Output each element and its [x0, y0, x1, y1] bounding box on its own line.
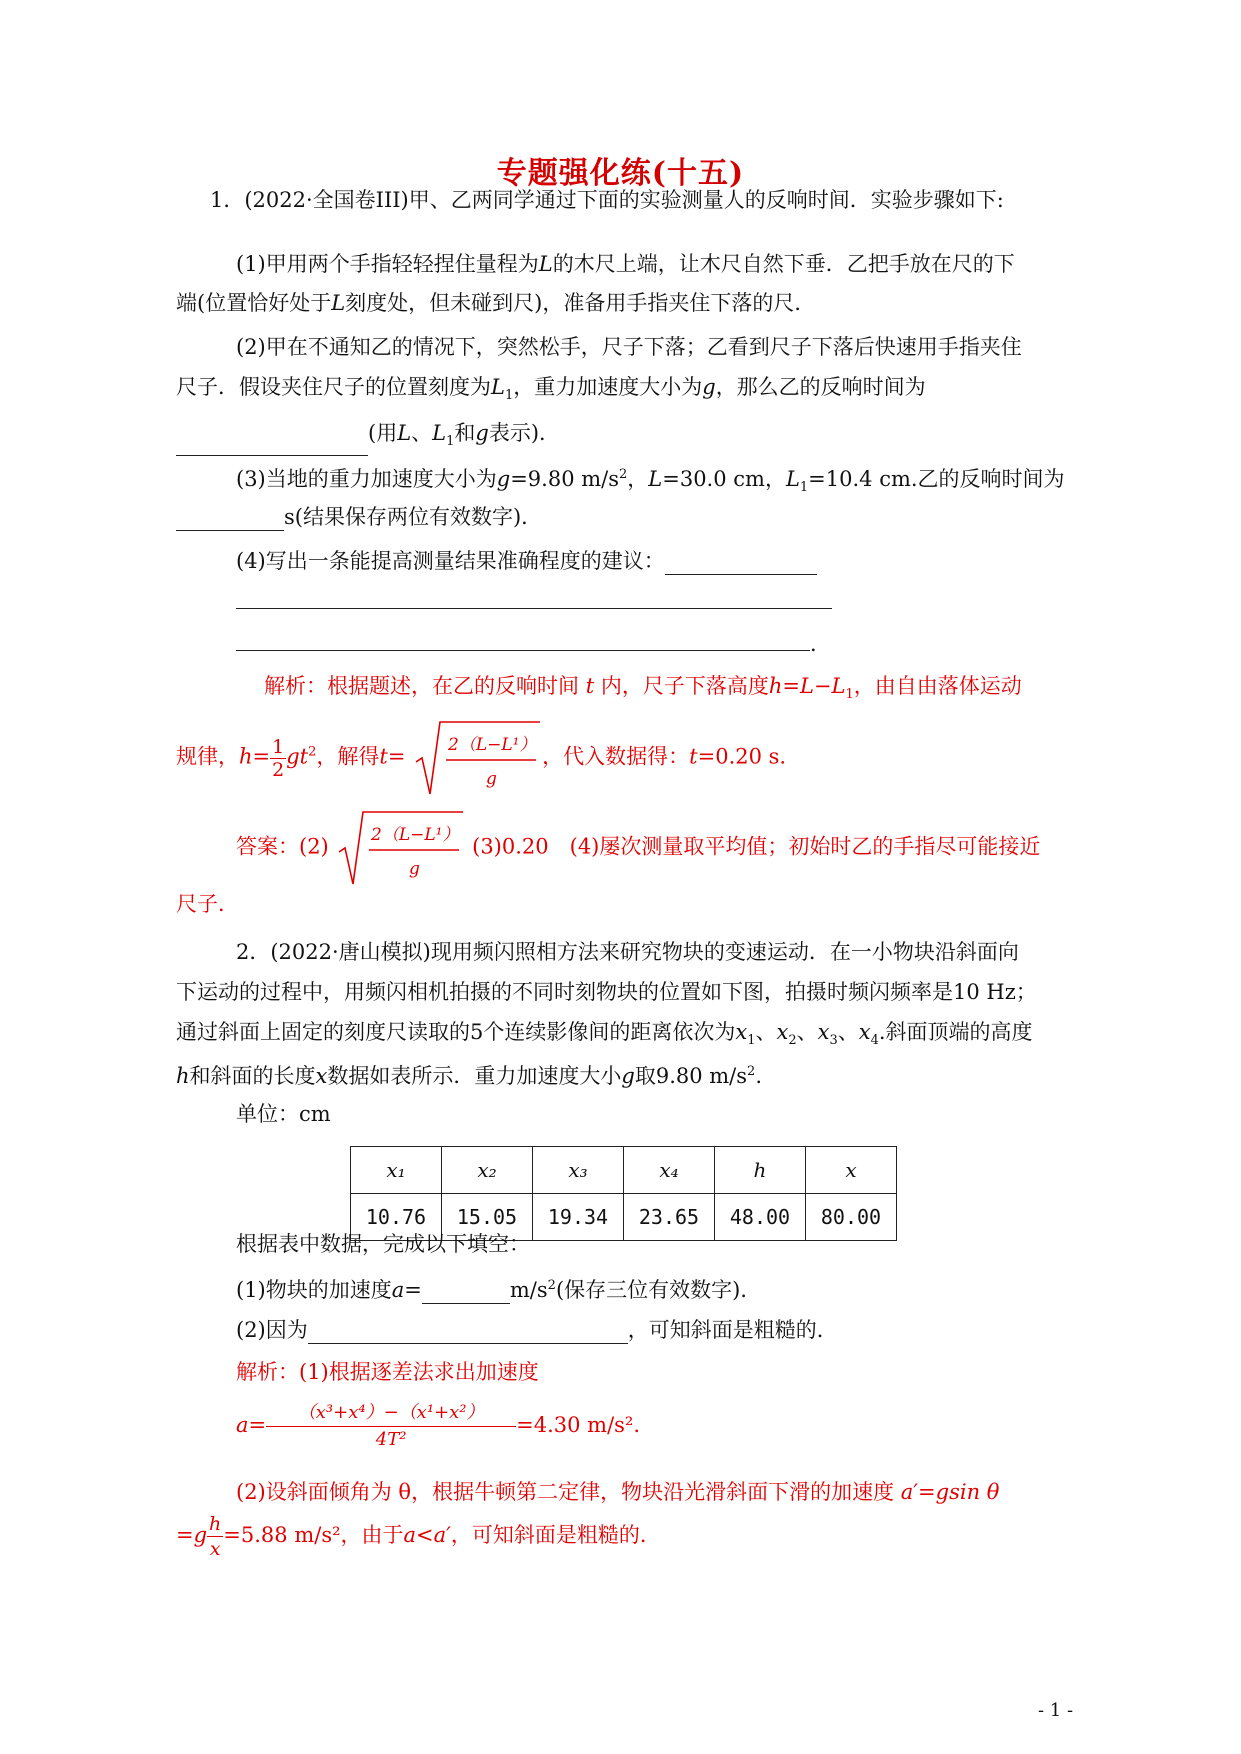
q1-step2-line2: 尺子．假设夹住尺子的位置刻度为$L_1$，重力加速度大小为g，那么乙的反响时间为 — [176, 375, 926, 404]
q2-fill-intro: 根据表中数据，完成以下填空： — [236, 1232, 530, 1256]
table-cell: 15.05 — [442, 1194, 533, 1241]
answer-blank-line[interactable] — [236, 650, 810, 651]
q1-step3-line2: s(结果保存两位有效数字)． — [176, 503, 542, 531]
sqrt-expression — [412, 718, 542, 798]
sqrt-numerator: 2（L−L¹） — [371, 825, 460, 845]
answer-blank[interactable] — [176, 508, 284, 531]
page-title: 专题强化练(十五) — [496, 156, 745, 191]
answer-blank[interactable] — [665, 552, 817, 575]
table-cell: 80.00 — [806, 1194, 897, 1241]
q2-solution-line1: 解析：(1)根据逐差法求出加速度 — [236, 1360, 539, 1384]
q2-fill-2: (2)因为 ，可知斜面是粗糙的． — [236, 1318, 838, 1342]
table-header-cell: x₃ — [533, 1147, 624, 1194]
answer-blank[interactable] — [308, 1321, 628, 1344]
data-table — [350, 1146, 897, 1241]
q1-solution-line1: 解析：根据题述，在乙的反响时间 t 内，尺子下落高度$h=L-L_1$，由自由落体运动 — [264, 674, 1022, 703]
sqrt-sign-icon — [335, 808, 465, 888]
table-cell: 10.76 — [351, 1194, 442, 1241]
table-header-cell: x₁ — [351, 1147, 442, 1194]
acceleration-fraction: $\frac{\text{（x³+x⁴）−（x¹+x²）}}{\text{4T²}}$ — [266, 1400, 516, 1453]
answer-blank[interactable] — [176, 433, 368, 456]
table-cell: 19.34 — [533, 1194, 624, 1241]
table-cell: 48.00 — [715, 1194, 806, 1241]
q1-answer-line1: 答案：(2) 2（L−L¹） g (3)0.20 (4)屡次测量取平均值；初始时乙的手指尽可能接近 — [236, 808, 1040, 888]
q2-solution-eq: a= $\frac{\text{（x³+x⁴）−（x¹+x²）}}{\text{4T²}}$ =4.30 m/s². — [236, 1400, 640, 1453]
q1-step2-line3: (用L、$L_1$和g表示)． — [176, 419, 560, 456]
sqrt-denominator: g — [409, 859, 421, 879]
q1-step4-end: ． — [810, 632, 831, 656]
q2-stem-line2: 下运动的过程中，用频闪相机拍摄的不同时刻物块的位置如下图，拍摄时频闪频率是10 Hz； — [176, 980, 1037, 1004]
answer-blank-line[interactable] — [236, 608, 832, 609]
sqrt-sign-icon — [412, 718, 542, 798]
q1-step2-line1: (2)甲在不通知乙的情况下，突然松手，尺子下落；乙看到尺子下落后快速用手指夹住 — [236, 335, 1022, 359]
q2-fill-1: (1)物块的加速度$a= m/s^2$(保存三位有效数字)． — [236, 1278, 762, 1302]
q1-step3-line1: (3)当地的重力加速度大小为g=9.80 $m/s^2$，L=30.0 cm，$L_1=10.4$ cm.乙的反响时间为 — [236, 467, 1065, 496]
q2-stem-line3: 通过斜面上固定的刻度尺读取的5个连续影像间的距离依次为$x_1$、$x_2$、$x_3$、$x_4$.斜面顶端的高度 — [176, 1020, 1033, 1049]
table-header-cell: h — [715, 1147, 806, 1194]
sqrt-numerator: 2（L−L¹） — [448, 735, 537, 755]
q1-step1-line2: 端(位置恰好处于L刻度处，但未碰到尺)，准备用手指夹住下落的尺． — [176, 291, 816, 315]
q2-solution-line3: (2)设斜面倾角为 θ，根据牛顿第二定律，物块沿光滑斜面下滑的加速度 a′=gsin θ — [236, 1480, 1000, 1504]
answer-blank[interactable] — [422, 1281, 510, 1304]
sqrt-denominator: g — [486, 769, 498, 789]
page-number: - 1 - — [1038, 1700, 1074, 1721]
q1-solution-line2: 规律，h= $\frac{1}{2}$ $gt^2$，解得t= 2（L−L¹） g ，代入数据得：t=0.20 s. — [176, 718, 786, 798]
q2-solution-line4: =g $\frac{h}{x}$ =5.88 m/s²，由于a<a′，可知斜面是粗糙的． — [176, 1513, 661, 1560]
half-fraction: $\frac{1}{2}$ — [272, 735, 285, 781]
q2-stem-line4: h和斜面的长度x数据如表所示．重力加速度大小g取9.80 $m/s^2$. — [176, 1064, 762, 1088]
q2-stem-line1: 2．(2022·唐山模拟)现用频闪照相方法来研究物块的变速运动．在一小物块沿斜面向 — [236, 940, 1019, 964]
table-header-cell: x₄ — [624, 1147, 715, 1194]
table-cell: 23.65 — [624, 1194, 715, 1241]
q1-stem: 1．(2022·全国卷III)甲、乙两同学通过下面的实验测量人的反响时间．实验步骤如下: — [210, 188, 1004, 212]
q1-step1-line1: (1)甲用两个手指轻轻捏住量程为L的木尺上端，让木尺自然下垂．乙把手放在尺的下 — [236, 252, 1015, 276]
q1-step4-line1: (4)写出一条能提高测量结果准确程度的建议： — [236, 547, 817, 575]
table-header-row — [351, 1147, 897, 1194]
table-header-cell: x₂ — [442, 1147, 533, 1194]
q2-unit-label: 单位：cm — [236, 1102, 331, 1126]
q1-answer-line2: 尺子． — [176, 892, 239, 916]
h-over-x-fraction: $\frac{h}{x}$ — [209, 1513, 222, 1560]
table-header-cell: x — [806, 1147, 897, 1194]
sqrt-expression — [335, 808, 465, 888]
